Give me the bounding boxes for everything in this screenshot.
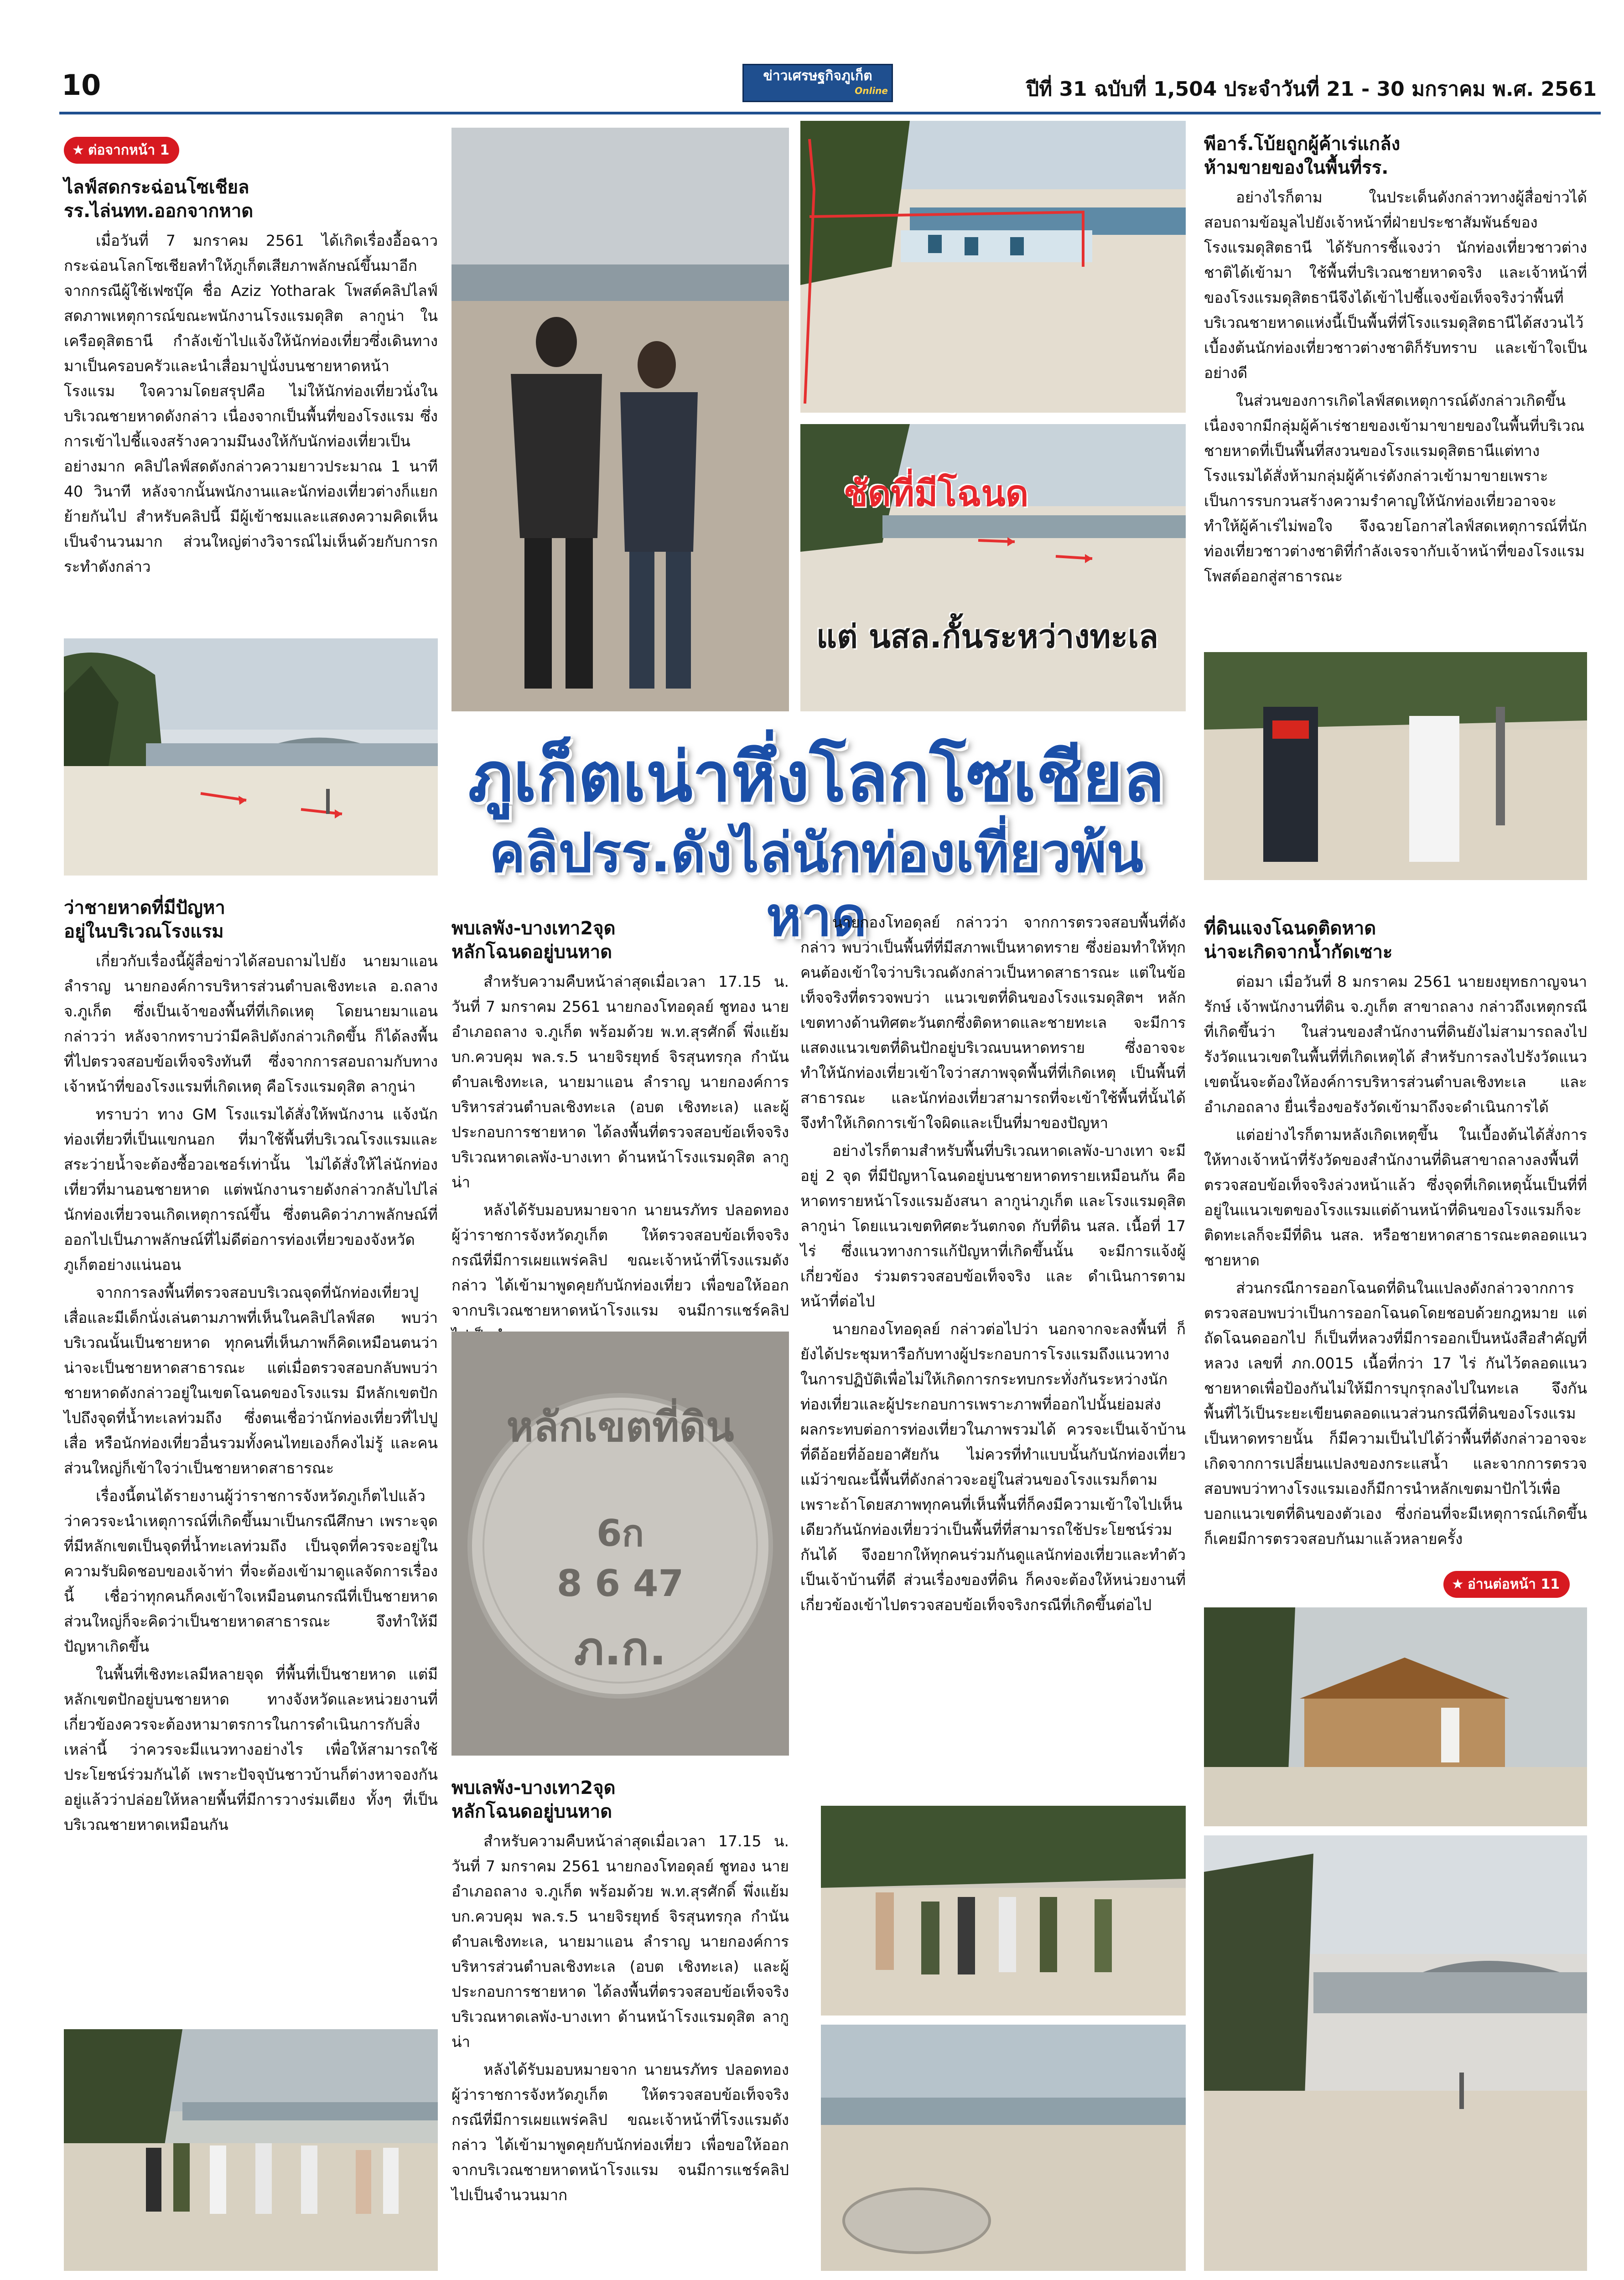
beach-loungers-photo: [800, 121, 1186, 413]
page-header: [0, 0, 1624, 119]
marker-code-text: ภ.ก.: [574, 1622, 667, 1675]
officials-group-photo: [821, 1806, 1186, 2016]
marker-center-text: 6ก: [596, 1512, 644, 1555]
continued-to-text: อ่านต่อหน้า 11: [1467, 1576, 1560, 1592]
paragraph: หลังได้รับมอบหมายจาก นายนรภัทร ปลอดทอง ผู้ว่าราชการจังหวัดภูเก็ต ให้ตรวจสอบข้อเท็จจริง กรณีที่มีการเผยแพร่คลิป ขณะเจ้าหน้าที่โรงแรมดังกล่าว ได้เข้ามาพูดคุยกับนักท่องเที่ยว เพื่อขอให้ออกจากบริเวณชายหาดหน้าโรงแรม จนมีการแชร์คลิปไปเป็นจำนวนมาก: [451, 2061, 789, 2204]
paragraph: ในพื้นที่เชิงทะเลมีหลายจุด ที่พื้นที่เป็นชายหาด แต่มีหลักเขตปักอยู่บนชายหาด ทางจังหวัดและหน่วยงานที่เกี่ยวข้องควรจะต้องหามาตรการในการดำเนินการกับสิ่งเหล่านี้ ว่าควรจะมีแนวทางอย่างไร เพื่อให้สามารถใช้ประโยชน์ร่วมกันได้ เพราะปัจจุบันชาวบ้านก็ต่างหาจองกันอยู่แล้วว่าปล่อยให้หลายพื้นที่มีการวางร่มเตียง ทั้งๆ ที่เป็นบริเวณชายหาดเหมือนกัน: [64, 1665, 438, 1834]
paragraph: สำหรับความคืบหน้าล่าสุดเมื่อเวลา 17.15 น. วันที่ 7 มกราคม 2561 นายกองโทอดุลย์ ชูทอง นายอำเภอถลาง จ.ภูเก็ต พร้อมด้วย พ.ท.สุรศักดิ์ พึ่งแย้ม บก.ควบคุม พล.ร.5 นายจิรยุทธ์ จิรสุนทรกุล กำนันตำบลเชิงทะเล, นายมาแอน ลำราญ นายกองค์การบริหารส่วนตำบลเชิงทะเล (อบต เชิงทะเล) และผู้ประกอบการชายหาด ได้ลงพื้นที่ตรวจสอบข้อเท็จจริงบริเวณหาดเลพัง-บางเทา ด้านหน้าโรงแรมดุสิต ลากูน่า: [451, 1832, 789, 2051]
staff-beach-photo: [1204, 652, 1587, 880]
headline-line-1: ภูเก็ตเน่าหึ่งโลกโซเชียล: [468, 738, 1165, 817]
marker-number-text: 8 6 47: [556, 1562, 684, 1605]
marker-arc-text: หลักเขตที่ดิน: [506, 1403, 734, 1451]
issue-info: ปีที่ 31 ฉบับที่ 1,504 ประจำวันที่ 21 - 30 มกราคม พ.ศ. 2561: [1026, 78, 1597, 101]
paragraph: ทราบว่า ทาง GM โรงแรมได้สั่งให้พนักงาน แจ้งนักท่องเที่ยวที่เป็นแขกนอก ที่มาใช้พื้นที่บริเวณโรงแรมและสระว่ายน้ำจะต้องซื้อวอเชอร์เท่านั้น ไม่ได้สั่งให้ไล่นักท่องเที่ยวที่มานอนชายหาด แต่พนักงานรายดังกล่าวกลับไปไล่นักท่องเที่ยวจนเกิดเหตุการณ์ขึ้น ซึ่งตนคิดว่าภาพลักษณ์ที่ออกไปเป็นภาพลักษณ์ที่ไม่ดีต่อการท่องเที่ยวของจังหวัดภูเก็ตอย่างแน่นอน: [64, 1105, 438, 1274]
col2-subhead-1: พบเลพัง-บางเทา2จุด หลักโฉนดอยู่บนหาด: [451, 918, 616, 963]
col3-article-1: [800, 910, 1186, 1620]
headline-line-2: คลิปรร.ดังไล่นักท่องเที่ยวพ้นหาด: [489, 821, 1143, 948]
paragraph: ส่วนกรณีการออกโฉนดที่ดินในแปลงดังกล่าวจากการตรวจสอบพบว่าเป็นการออกโฉนดโดยชอบด้วยกฎหมาย แต่ถัดโฉนดออกไป ก็เป็นที่หลวงที่มีการออกเป็นหนังสือสำคัญที่หลวง เลขที่ ภก.0015 เนื้อที่กว่า 17 ไร่ กันไว้ตลอดแนวชายหาดเพื่อป้องกันไม่ให้มีการบุกรุกลงไปในทะเล จึงกันพื้นที่ไว้เป็นระยะเขียนตลอดแนวส่วนกรณีที่ดินของโรงแรมเป็นหาดทรายนั้น ก็มีความเป็นไปได้ว่าพื้นที่ดังกล่าวอาจจะเกิดจากการเปลี่ยนแปลงของกระแสน้ำ และจากการตรวจสอบพบว่าทางโรงแรมเองก็มีการนำหลักเขตมาปักไว้เพื่อบอกแนวเขตที่ดินของตัวเอง ซึ่งก่อนที่จะมีเหตุการณ์เกิดขึ้นก็เคยมีการตรวจสอบกันมาแล้วหลายครั้ง: [1204, 1279, 1587, 1548]
masthead-online: Online: [855, 85, 888, 96]
star-icon: ★: [72, 142, 84, 158]
paragraph: นายกองโทอดุลย์ กล่าวว่า จากการตรวจสอบพื้นที่ดังกล่าว พบว่าเป็นพื้นที่ที่มีสภาพเป็นหาดทราย ซึ่งย่อมทำให้ทุกคนต้องเข้าใจว่าบริเวณดังกล่าวเป็นหาดสาธารณะ แต่ในข้อเท็จจริงที่ตรวจพบว่า แนวเขตที่ดินของโรงแรมดุสิตฯ หลักเขตทางด้านทิศตะวันตกซึ่งติดหาดและชายทะเล จะมีการแสดงแนวเขตที่ดินปักอยู่บริเวณบนหาดทราย ซึ่งอาจจะทำให้นักท่องเที่ยวเข้าใจว่าสภาพจุดพื้นที่ที่เกิดเหตุ เป็นพื้นที่สาธารณะ และนักท่องเที่ยวสามารถที่จะเข้าใช้พื้นที่นั้นได้ จึงทำให้เกิดการเข้าใจผิดและเป็นที่มาของปัญหา: [800, 913, 1186, 1132]
paragraph: เรื่องนี้ตนได้รายงานผู้ว่าราชการจังหวัดภูเก็ตไปแล้ว ว่าควรจะนำเหตุการณ์ที่เกิดขึ้นมาเป็นกรณีศึกษา เพราะจุดที่มีหลักเขตเป็นจุดที่น้ำทะเลท่วมถึง เป็นจุดที่ควรจะอยู่ในความรับผิดชอบของเจ้าท่า ที่จะต้องเข้ามาดูแลจัดการเรื่องนี้ เชื่อว่าทุกคนก็คงเข้าใจเหมือนตนกรณีที่เป็นชายหาดส่วนใหญ่ก็จะคิดว่าเป็นชายหาดสาธารณะ จึงทำให้มีปัญหาเกิดขึ้น: [64, 1487, 438, 1655]
hotel-building-photo: [1204, 1607, 1587, 1826]
continued-from-text: ต่อจากหน้า 1: [88, 142, 170, 158]
paragraph: เกี่ยวกับเรื่องนี้ผู้สื่อข่าวได้สอบถามไปยัง นายมาแอน ลำราญ นายกองค์การบริหารส่วนตำบลเชิงทะเล อ.ถลาง จ.ภูเก็ต ซึ่งเป็นเจ้าของพื้นที่ที่เกิดเหตุ โดยนายมาแอน กล่าวว่า หลังจากทราบว่ามีคลิปดังกล่าวเกิดขึ้น ก็ได้ลงพื้นที่ไปตรวจสอบข้อเท็จจริงทันที ซึ่งจากการสอบถามกับทางเจ้าหน้าที่ของโรงแรมที่เกิดเหตุ คือโรงแรมดุสิต ลากูน่า: [64, 952, 438, 1095]
boundary-overlay-label: แต่ นสล.กั้นระหว่างทะเล: [816, 618, 1158, 655]
continued-to-badge: [1443, 1571, 1570, 1598]
col4-subhead-2: ที่ดินแจงโฉนดติดหาด น่าจะเกิดจากน้ำกัดเซาะ: [1204, 918, 1393, 963]
two-men-beach-photo: [451, 128, 789, 711]
col1-subhead-1: ไลฟ์สดกระฉ่อนโซเชียล รร.ไล่นทท.ออกจากหาด: [64, 177, 254, 222]
paragraph: อย่างไรก็ตาม ในประเด็นดังกล่าวทางผู้สื่อข่าวได้สอบถามข้อมูลไปยังเจ้าหน้าที่ฝ่ายประชาสัมพันธ์ของโรงแรมดุสิตธานี ได้รับการชี้แจงว่า นักท่องเที่ยวชาวต่างชาติได้เข้ามา ใช้พื้นที่บริเวณชายหาดจริง และเจ้าหน้าที่ของโรงแรมดุสิตธานีจึงได้เข้าไปชี้แจงข้อเท็จจริงว่าพื้นที่บริเวณชายหาดแห่งนี้เป็นพื้นที่ที่โรงแรมดุสิตธานีได้สงวนไว้ เบื้องต้นนักท่องเที่ยวชาวต่างชาติก็รับทราบ และเข้าใจเป็นอย่างดี: [1204, 188, 1587, 382]
paragraph: ในส่วนของการเกิดไลฟ์สดเหตุการณ์ดังกล่าวเกิดขึ้นเนื่องจากมีกลุ่มผู้ค้าเร่ชายของเข้ามาขายของในพื้นที่บริเวณชายหาดที่เป็นพื้นที่สงวนของโรงแรมดุสิตธานีแต่ทางโรงแรมได้สั่งห้ามกลุ่มผู้ค้าเร่ดังกล่าวเข้ามาขายเพราะเป็นการรบกวนสร้างความรำคาญให้นักท่องเที่ยวอาจจะทำให้ผู้ค้าเร่ไม่พอใจ จึงฉวยโอกาสไลฟ์สดเหตุการณ์ที่นักท่องเที่ยวชาวต่างชาติที่กำลังเจรจากับเจ้าหน้าที่ของโรงแรมโพสต์ออกสู่สาธารณะ: [1204, 392, 1587, 585]
masthead-text: ข่าวเศรษฐกิจภูเก็ต: [763, 68, 872, 84]
page-number: 10: [62, 68, 101, 102]
paragraph: เมื่อวันที่ 7 มกราคม 2561 ได้เกิดเรื่องอื้อฉาวกระฉ่อนโลกโซเชียลทำให้ภูเก็ตเสียภาพลักษณ์ขึ้นมาอีก จากกรณีผู้ใช้เฟซบุ๊ค ชื่อ Aziz Yotharak โพสต์คลิปไลฟ์สดภาพเหตุการณ์ขณะพนักงานโรงแรมดุสิต ลากูน่า ในเครือดุสิตธานี กำลังเข้าไปแจ้งให้นักท่องเที่ยวซึ่งเดินทางมาเป็นครอบครัวและนำเสื่อมาปูนั่งบนชายหาดหน้าโรงแรม ใจความโดยสรุปคือ ไม่ให้นักท่องเที่ยวนั่งในบริเวณชายหาดดังกล่าว เนื่องจากเป็นพื้นที่ของโรงแรม ซึ่งการเข้าไปชี้แจงสร้างความมึนงงให้กับนักท่องเที่ยวเป็นอย่างมาก คลิปไลฟ์สดดังกล่าวความยาวประมาณ 1 นาที 40 วินาที หลังจากนั้นพนักงานและนักท่องเที่ยวต่างก็แยกย้ายกันไป สำหรับคลิปนี้ มีผู้เข้าชมและแสดงความคิดเห็นเป็นจำนวนมาก ส่วนใหญ่ต่างวิจารณ์ไม่เห็นด้วยกับการกระทำดังกล่าว: [64, 232, 438, 575]
continued-from-badge: [64, 137, 179, 164]
paragraph: แต่อย่างไรก็ตามหลังเกิดเหตุขึ้น ในเบื้องต้นได้สั่งการให้ทางเจ้าหน้าที่รังวัดของสำนักงานที่ดินสาขาถลางลงพื้นที่ตรวจสอบข้อเท็จจริงล่วงหน้าแล้ว ซึ่งจุดที่เกิดเหตุนั้นเป็นที่ที่อยู่ในแนวเขตของโรงแรมแต่ด้านหน้าที่ดินของโรงแรมก็จะติดทะเลก็จะมีที่ดิน นสล. หรือชายหาดสาธารณะตลอดแนวชายหาด: [1204, 1126, 1587, 1269]
col4-article-2: [1204, 969, 1587, 1554]
officials-beach-photo: [64, 2029, 438, 2271]
col1-article-2: [64, 948, 438, 1840]
paragraph: อย่างไรก็ตามสำหรับพื้นที่บริเวณหาดเลพัง-บางเทา จะมีอยู่ 2 จุด ที่มีปัญหาโฉนดอยู่บนชายหาดทรายเหมือนกัน คือ หาดทรายหน้าโรงแรมอังสนา ลากูน่าภูเก็ต และโรงแรมดุสิต ลากูน่า โดยแนวเขตทิศตะวันตกจด กับที่ดิน นสล. เนื้อที่ 17 ไร่ ซึ่งแนวทางการแก้ปัญหาที่เกิดขึ้นนั้น จะมีการแจ้งผู้เกี่ยวข้อง ร่วมตรวจสอบข้อเท็จจริง และ ดำเนินการตามหน้าที่ต่อไป: [800, 1142, 1186, 1310]
col1-subhead-2: ว่าชายหาดที่มีปัญหา อยู่ในบริเวณโรงแรม: [64, 897, 225, 942]
land-marker-photo: [451, 1332, 789, 1756]
star-icon: ★: [1452, 1576, 1464, 1592]
col2-subhead-2: พบเลพัง-บางเทา2จุด หลักโฉนดอยู่บนหาด: [451, 1777, 616, 1822]
col4-subhead-1: พีอาร์.โบ้ยถูกผู้ค้าเร่แกล้ง ห้ามขายของในพื้นที่รร.: [1204, 134, 1401, 178]
masthead-logo: [742, 64, 893, 102]
col2-article-1: [451, 969, 789, 1351]
paragraph: ต่อมา เมื่อวันที่ 8 มกราคม 2561 นายยงยุทธกาญจนารักษ์ เจ้าพนักงานที่ดิน จ.ภูเก็ต สาขาถลาง กล่าวถึงเหตุกรณีที่เกิดขึ้นว่า ในส่วนของสำนักงานที่ดินยังไม่สามารถลงไปรังวัดแนวเขตในพื้นที่ที่เกิดเหตุได้ สำหรับการลงไปรังวัดแนวเขตนั้นจะต้องให้องค์การบริหารส่วนตำบลเชิงทะเล และอำเภอถลาง ยื่นเรื่องขอรังวัดเข้ามาถึงจะดำเนินการได้: [1204, 973, 1587, 1116]
col2-article-2: [451, 1829, 789, 2210]
paragraph: สำหรับความคืบหน้าล่าสุดเมื่อเวลา 17.15 น. วันที่ 7 มกราคม 2561 นายกองโทอดุลย์ ชูทอง นายอำเภอถลาง จ.ภูเก็ต พร้อมด้วย พ.ท.สุรศักดิ์ พึ่งแย้ม บก.ควบคุม พล.ร.5 นายจิรยุทธ์ จิรสุนทรกุล กำนันตำบลเชิงทะเล, นายมาแอน ลำราญ นายกองค์การบริหารส่วนตำบลเชิงทะเล (อบต เชิงทะเล) และผู้ประกอบการชายหาด ได้ลงพื้นที่ตรวจสอบข้อเท็จจริงบริเวณหาดเลพัง-บางเทา ด้านหน้าโรงแรมดุสิต ลากูน่า: [451, 973, 789, 1191]
deed-marker-ground-photo: [821, 2025, 1186, 2271]
beach-photo-arrows: [64, 638, 438, 876]
paragraph: หลังได้รับมอบหมายจาก นายนรภัทร ปลอดทอง ผู้ว่าราชการจังหวัดภูเก็ต ให้ตรวจสอบข้อเท็จจริง กรณีที่มีการเผยแพร่คลิป ขณะเจ้าหน้าที่โรงแรมดังกล่าว ได้เข้ามาพูดคุยกับนักท่องเที่ยว เพื่อขอให้ออกจากบริเวณชายหาดหน้าโรงแรม จนมีการแชร์คลิป: [451, 1201, 789, 1319]
paragraph: นายกองโทอดุลย์ กล่าวต่อไปว่า นอกจากจะลงพื้นที่ ก็ยังได้ประชุมหารือกับทางผู้ประกอบการโรงแรมถึงแนวทางในการปฏิบัติเพื่อไม่ให้เกิดการกระทบกระทั่งกันระหว่างนักท่องเที่ยวและผู้ประกอบการเพราะภาพที่ออกไปนั้นย่อมส่งผลกระทบต่อการท่องเที่ยวในภาพรวมได้ ควรจะเป็นเจ้าบ้านที่ดีอ้อยที่อ้อยอาศัยกัน ไม่ควรที่ทำแบบนั้นกับนักท่องเที่ยวแม้ว่าขณะนี้พื้นที่ดังกล่าวจะอยู่ในส่วนของโรงแรมก็ตาม เพราะถ้าโดยสภาพทุกคนที่เห็นพื้นที่ก็คงมีความเข้าใจไปเห็นเดียวกันนักท่องเที่ยวว่าเป็นพื้นที่ที่สามารถใช้ประโยชน์ร่วมกันได้ จึงอยากให้ทุกคนร่วมกันดูแลนักท่องเที่ยวและทำตัวเป็นเจ้าบ้านที่ดี ส่วนเรื่องของที่ดิน ก็คงจะต้องให้หน่วยงานที่เกี่ยวข้องเข้าไปตรวจสอบข้อเท็จจริงกรณีที่เกิดขึ้นต่อไป: [800, 1320, 1186, 1614]
sunset-beach-photo: [1204, 1835, 1587, 2271]
deed-overlay-label: ชัดที่มีโฉนด: [844, 473, 1029, 514]
header-rule: [59, 112, 1601, 114]
col4-article-1: [1204, 185, 1587, 591]
paragraph: จากการลงพื้นที่ตรวจสอบบริเวณจุดที่นักท่องเที่ยวปูเสื่อและมีเด็กนั่งเล่นตามภาพที่เห็นในคลิปไลฟ์สด พบว่า บริเวณนั้นเป็นชายหาด ทุกคนที่เห็นภาพก็คิดเหมือนตนว่า น่าจะเป็นชายหาดสาธารณะ แต่เมื่อตรวจสอบกลับพบว่า ชายหาดดังกล่าวอยู่ในเขตโฉนดของโรงแรม มีหลักเขตปักไปถึงจุดที่น้ำทะเลท่วมถึง ซึ่งตนเชื่อว่านักท่องเที่ยวที่ไปปูเสื่อ หรือนักท่องเที่ยวอื่นรวมทั้งคนไทยเองก็คงไม่รู้ และคนส่วนใหญ่ก็เข้าใจว่าเป็นชายหาดสาธารณะ: [64, 1284, 438, 1477]
col1-article-1: [64, 228, 438, 582]
